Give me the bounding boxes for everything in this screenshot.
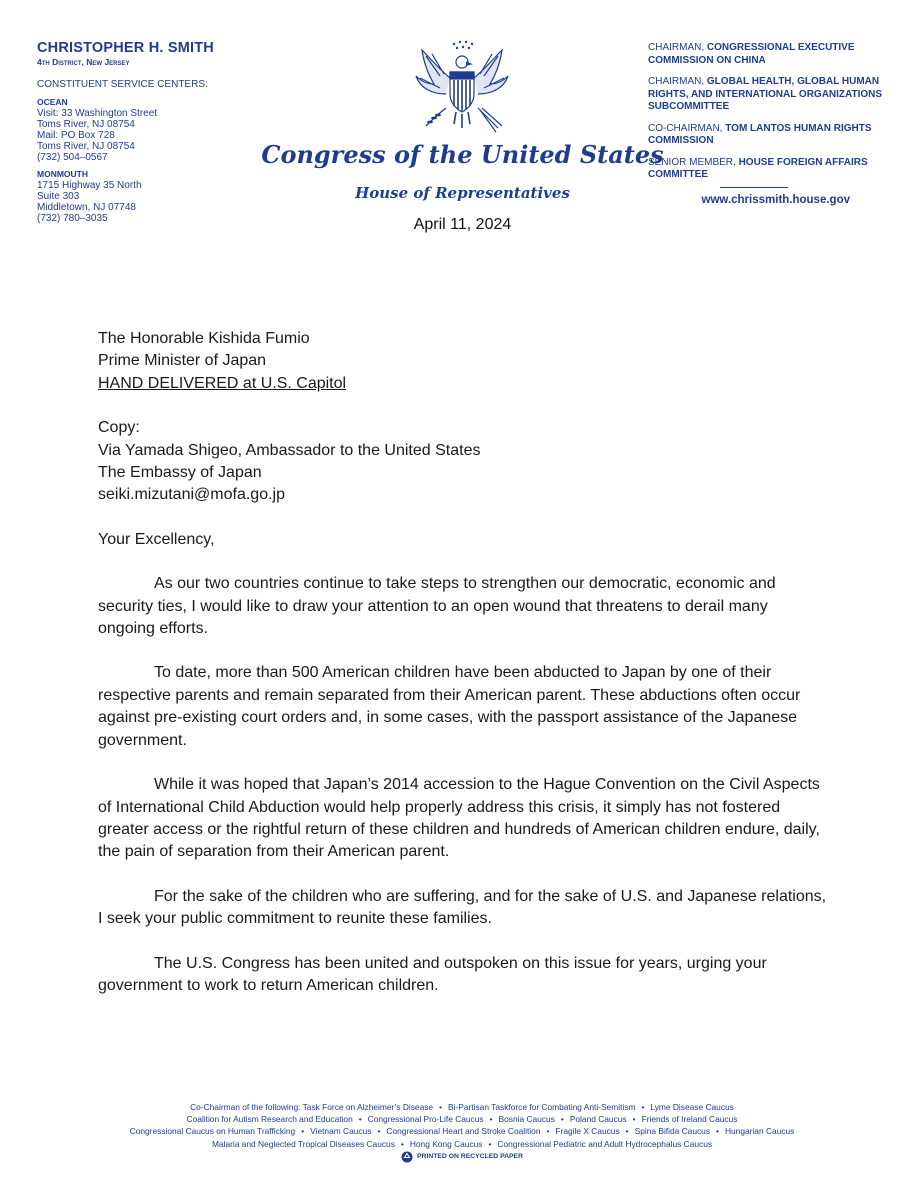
role-prefix: CHAIRMAN, <box>648 42 707 53</box>
copy-block <box>98 417 828 507</box>
letter-body <box>98 328 828 997</box>
caucus-name: Hungarian Caucus <box>724 1126 795 1137</box>
role-prefix: CO-CHAIRMAN, <box>648 122 726 134</box>
footer-line <box>40 1125 884 1137</box>
office-ocean <box>37 97 267 163</box>
bullet-separator: • <box>716 1126 719 1137</box>
bullet-separator: • <box>358 1114 362 1125</box>
caucus-name: Coalition for Autism Research and Education <box>186 1114 353 1125</box>
district-label: 4th District, New Jersey <box>37 57 130 67</box>
letterhead-left-column <box>37 40 267 224</box>
caucus-footer <box>40 1101 884 1163</box>
role-item <box>648 157 888 182</box>
office-line: 1715 Highway 35 North <box>37 180 142 191</box>
bullet-separator: • <box>641 1102 645 1112</box>
copy-line: Via Yamada Shigeo, Ambassador to the United States <box>98 441 481 459</box>
body-paragraph: To date, more than 500 American children have been abducted to Japan by one of their respective parents and remain separated from their American parent. These abductions often occur against pre-existing court orders and, in some cases, with the passport assistance of the Japanese government. <box>98 664 801 749</box>
role-item <box>648 76 888 114</box>
copy-label: Copy: <box>98 419 140 437</box>
caucus-name: Fragile X Caucus <box>555 1126 620 1137</box>
recipient-line: The Honorable Kishida Fumio <box>98 330 310 347</box>
representative-name: CHRISTOPHER H. SMITH <box>37 40 214 56</box>
office-line: (732) 780–3035 <box>37 213 108 224</box>
office-line: Suite 303 <box>37 191 80 202</box>
role-prefix: CHAIRMAN, <box>648 76 707 87</box>
office-name: MONMOUTH <box>37 169 88 179</box>
house-title: House of Representatives <box>355 184 570 202</box>
body-paragraph: For the sake of the children who are suffering, and for the sake of U.S. and Japanese relations, I seek your public commitment to reunite these families. <box>98 887 827 928</box>
role-prefix: SENIOR MEMBER, <box>648 156 739 168</box>
letterhead-right-column <box>648 42 888 206</box>
bullet-separator: • <box>400 1138 404 1149</box>
caucus-name: Bi-Partisan Taskforce for Combating Anti-Semitism <box>448 1102 636 1112</box>
caucus-name: Hong Kong Caucus <box>409 1138 483 1149</box>
bullet-separator: • <box>632 1114 636 1125</box>
salutation: Your Excellency, <box>98 530 215 548</box>
copy-line: The Embassy of Japan <box>98 464 262 482</box>
bullet-separator: • <box>546 1126 550 1137</box>
office-line: Toms River, NJ 08754 <box>37 141 135 152</box>
recipient-block <box>98 328 828 395</box>
office-line: (732) 504–0567 <box>37 152 108 163</box>
footer-line <box>40 1138 884 1150</box>
great-seal-eagle-icon <box>410 38 514 138</box>
constituent-centers-heading: CONSTITUENT SERVICE CENTERS: <box>37 79 208 90</box>
bullet-separator: • <box>560 1114 564 1125</box>
role-item <box>648 42 888 67</box>
body-paragraph: While it was hoped that Japan’s 2014 accession to the Hague Convention on the Civil Aspects of International Child Abduction would help properly address this crisis, it simply has not fostered greater access or the rightful return of these children and hundreds of American children endure, daily, the pain of separation from their American parent. <box>98 776 820 861</box>
caucus-name: Congressional Caucus on Human Trafficking <box>129 1126 296 1137</box>
recycle-icon <box>401 1151 413 1163</box>
delivery-note: HAND DELIVERED at U.S. Capitol <box>98 374 347 392</box>
body-paragraph: As our two countries continue to take steps to strengthen our democratic, economic and security ties, I would like to draw your attention to an open wound that threatens to derail many ongoing efforts. <box>98 575 776 638</box>
caucus-name: Malaria and Neglected Tropical Diseases Caucus <box>211 1138 395 1149</box>
recipient-line: Prime Minister of Japan <box>98 352 267 370</box>
footer-line <box>40 1113 884 1125</box>
office-name: OCEAN <box>37 97 68 107</box>
congress-title: Congress of the United States <box>261 140 664 169</box>
bullet-separator: • <box>439 1102 443 1112</box>
body-paragraph: The U.S. Congress has been united and outspoken on this issue for years, urging your government to work to return American children. <box>98 954 767 994</box>
bullet-separator: • <box>301 1126 305 1137</box>
office-monmouth <box>37 169 267 224</box>
recycled-paper-note <box>40 1151 884 1163</box>
caucus-name: Bosnia Caucus <box>498 1114 555 1125</box>
caucus-name: Congressional Pediatric and Adult Hydrocephalus Caucus <box>497 1138 713 1149</box>
caucus-name: Lyme Disease Caucus <box>650 1102 734 1112</box>
bullet-separator: • <box>377 1126 381 1137</box>
office-line: Middletown, NJ 07748 <box>37 202 136 213</box>
caucus-name: Congressional Heart and Stroke Coalition <box>386 1126 541 1137</box>
office-line: Visit: 33 Washington Street <box>37 108 158 119</box>
footer-line <box>40 1101 884 1113</box>
role-title: GLOBAL HEALTH, GLOBAL HUMAN RIGHTS, AND INTERNATIONAL ORGANIZATIONS SUBCOMMITTEE <box>648 76 883 112</box>
role-title: TOM LANTOS HUMAN RIGHTS COMMISSION <box>648 122 872 146</box>
role-title: HOUSE FOREIGN AFFAIRS COMMITTEE <box>648 156 868 180</box>
role-title: CONGRESSIONAL EXECUTIVE COMMISSION ON CHINA <box>648 42 855 66</box>
letter-date: April 11, 2024 <box>413 216 512 233</box>
role-item <box>648 123 888 148</box>
bullet-separator: • <box>489 1114 493 1125</box>
office-line: Mail: PO Box 728 <box>37 130 115 141</box>
caucus-name: Congressional Pro-Life Caucus <box>367 1114 484 1125</box>
recycled-label: PRINTED ON RECYCLED PAPER <box>417 1152 523 1160</box>
bullet-separator: • <box>625 1126 629 1137</box>
copy-email[interactable]: seiki.mizutani@mofa.go.jp <box>98 486 285 504</box>
bullet-separator: • <box>488 1138 492 1149</box>
office-line: Toms River, NJ 08754 <box>37 119 135 130</box>
caucus-name: Spina Bifida Caucus <box>634 1126 711 1137</box>
caucus-name: Friends of Ireland Caucus <box>641 1114 738 1125</box>
website-link[interactable]: www.chrissmith.house.gov <box>701 193 850 206</box>
caucus-name: Co-Chairman of the following: Task Force on Alzheimer’s Disease <box>190 1102 434 1112</box>
divider <box>720 187 788 188</box>
caucus-name: Vietnam Caucus <box>310 1126 372 1137</box>
caucus-name: Poland Caucus <box>569 1114 627 1125</box>
